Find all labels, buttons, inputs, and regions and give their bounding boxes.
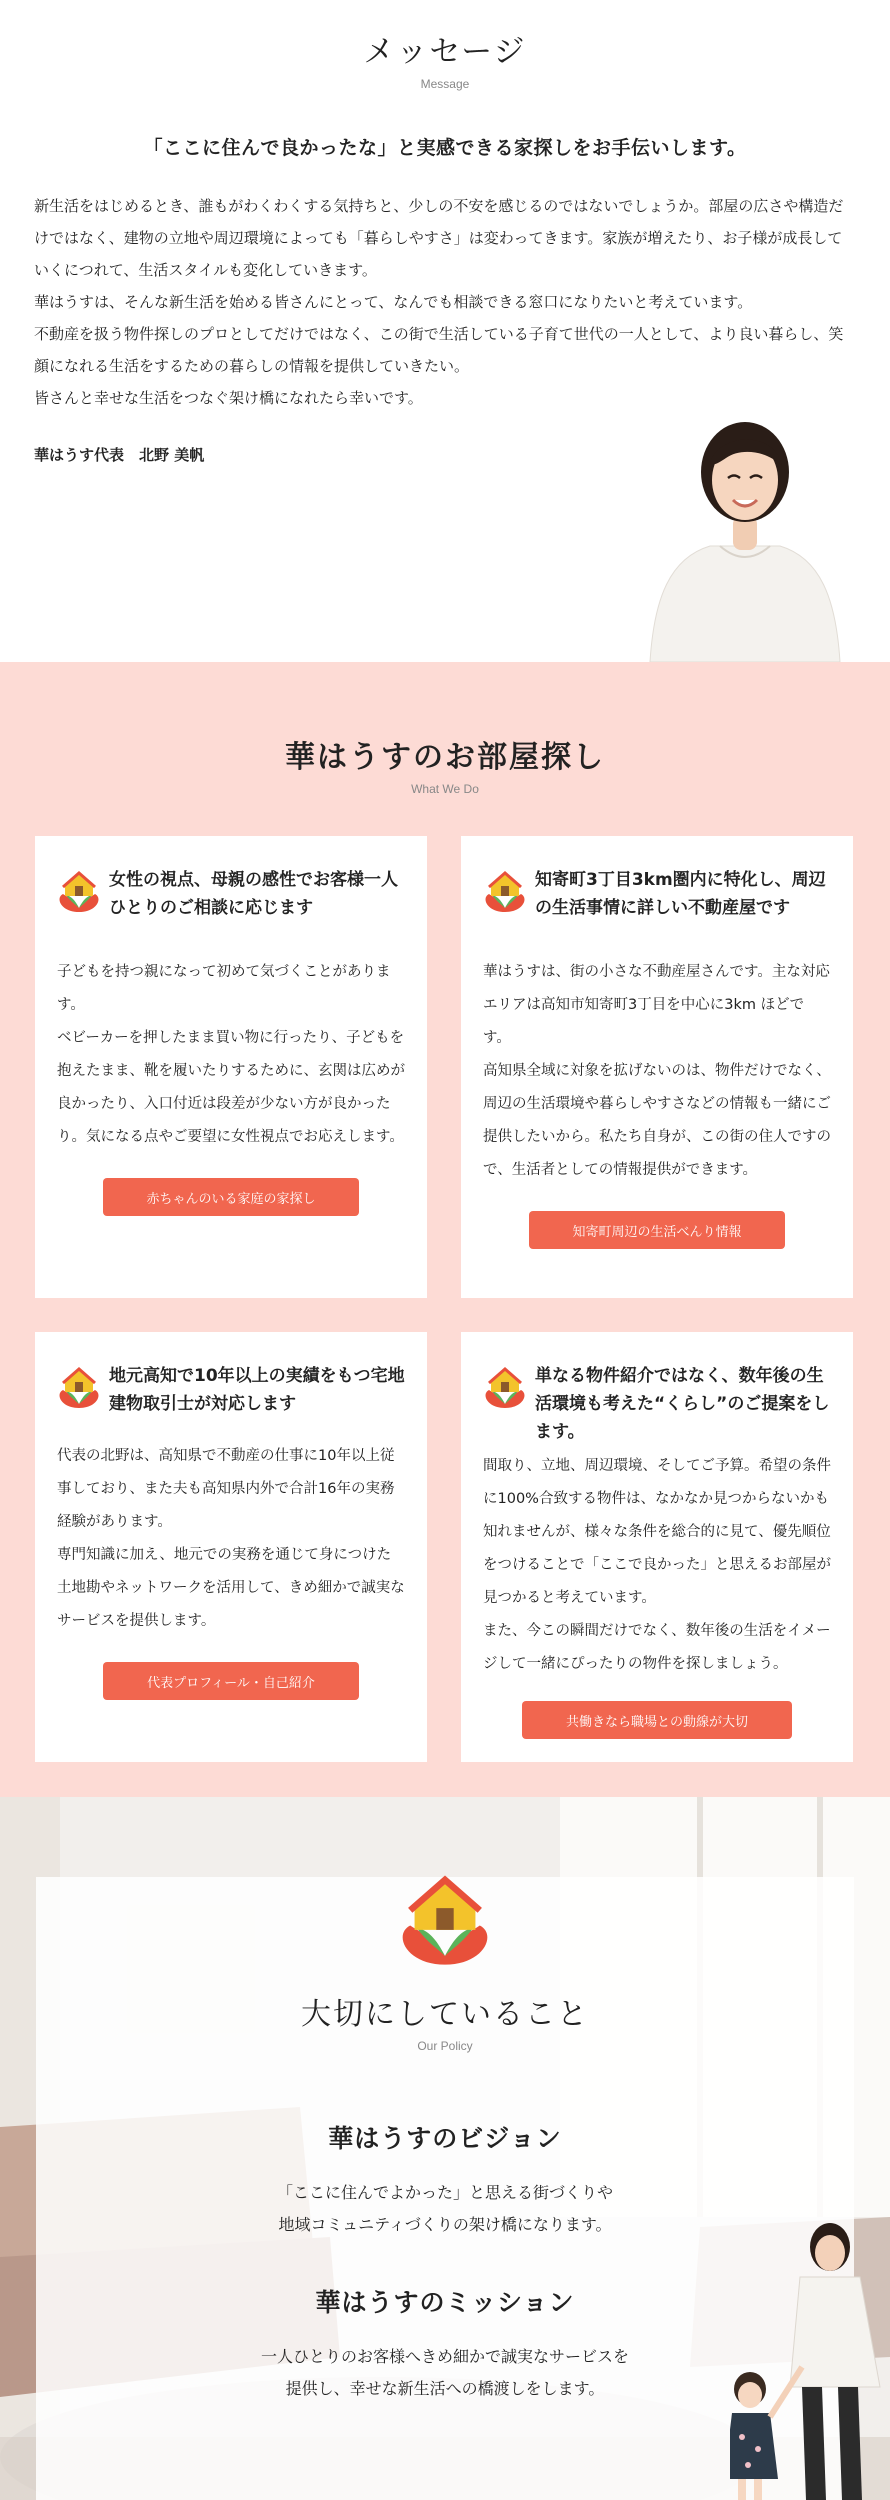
card-paragraph: また、今この瞬間だけでなく、数年後の生活をイメージして一緒にぴったりの物件を探しましょう。	[483, 1623, 831, 1672]
vision-line: 地域コミュニティづくりの架け橋になります。	[278, 2215, 612, 2234]
vision-title: 華はうすのビジョン	[328, 2124, 562, 2153]
mission-line: 提供し、幸せな新生活への橋渡しをします。	[285, 2379, 605, 2398]
chiyoricho-living-info-button[interactable]: 知寄町周辺の生活べんり情報	[529, 1211, 785, 1249]
card-paragraph: ベビーカーを押したまま買い物に行ったり、子どもを抱えたまま、靴を履いたりするために、玄関は広めが良かったり、入口付近は段差が少ない方が良かったり。気になる点やご要望に女性視点でお応えします。	[57, 1030, 405, 1145]
house-flower-logo-icon	[483, 868, 527, 914]
card-text	[483, 956, 831, 1187]
what-we-do-subtitle: What We Do	[411, 782, 479, 796]
policy-section	[0, 1797, 890, 2500]
message-subtitle: Message	[420, 77, 470, 91]
representative-profile-button[interactable]: 代表プロフィール・自己紹介	[103, 1662, 359, 1700]
message-paragraph: 華はうすは、そんな新生活を始める皆さんにとって、なんでも相談できる窓口になりたいと考えています。	[34, 293, 753, 311]
what-we-do-title: 華はうすのお部屋探し	[285, 740, 605, 775]
card-text	[483, 1450, 831, 1681]
service-card-local-area	[461, 836, 853, 1298]
service-card-female-perspective	[35, 836, 427, 1298]
message-paragraph: 不動産を扱う物件探しのプロとしてだけではなく、この街で生活している子育て世代の一人として、より良い暮らし、笑顔になれる生活をするための暮らしの情報を提供していきたい。	[34, 325, 844, 375]
dual-income-commute-button[interactable]: 共働きなら職場との動線が大切	[522, 1701, 792, 1739]
baby-family-house-search-button[interactable]: 赤ちゃんのいる家庭の家探し	[103, 1178, 359, 1216]
card-paragraph: 代表の北野は、高知県で不動産の仕事に10年以上従事しており、また夫も高知県内外で合計16年の実務経験があります。	[57, 1448, 395, 1530]
card-title: 地元高知で10年以上の実績をもつ宅地建物取引士が対応します	[109, 1366, 405, 1414]
card-title: 女性の視点、母親の感性でお客様一人ひとりのご相談に応じます	[109, 870, 398, 918]
message-section	[0, 0, 890, 662]
card-text	[57, 1440, 405, 1638]
mother-and-child-photo	[730, 2217, 890, 2500]
mission-title: 華はうすのミッション	[315, 2288, 575, 2317]
mission-line: 一人ひとりのお客様へきめ細かで誠実なサービスを	[260, 2347, 629, 2366]
message-paragraph: 皆さんと幸せな生活をつなぐ架け橋になれたら幸いです。	[34, 389, 423, 407]
vision-line: 「ここに住んでよかった」と思える街づくりや	[276, 2183, 613, 2202]
house-flower-logo-icon	[397, 1869, 493, 1969]
card-paragraph: 高知県全域に対象を拡げないのは、物件だけでなく、周辺の生活環境や暮らしやすさなどの情報も一緒にご提供したいから。私たち自身が、この街の住人ですので、生活者としての情報提供ができます。	[483, 1063, 831, 1178]
house-flower-logo-icon	[57, 1364, 101, 1410]
service-card-experience	[35, 1332, 427, 1762]
card-title: 知寄町3丁目3km圏内に特化し、周辺の生活事情に詳しい不動産屋です	[535, 870, 826, 918]
house-flower-logo-icon	[483, 1364, 527, 1410]
policy-subtitle: Our Policy	[417, 2039, 473, 2053]
card-text	[57, 956, 405, 1154]
card-paragraph: 子どもを持つ親になって初めて気づくことがあります。	[57, 964, 391, 1013]
card-title: 単なる物件紹介ではなく、数年後の生活環境も考えた“くらし”のご提案をします。	[535, 1366, 830, 1442]
message-body	[34, 190, 856, 414]
message-signature: 華はうす代表 北野 美帆	[34, 446, 205, 464]
message-title: メッセージ	[363, 34, 527, 70]
message-lead: 「ここに住んで良かったな」と実感できる家探しをお手伝いします。	[143, 137, 747, 159]
message-paragraph: 新生活をはじめるとき、誰もがわくわくする気持ちと、少しの不安を感じるのではないでしょうか。部屋の広さや構造だけではなく、建物の立地や周辺環境によっても「暮らしやすさ」は変わってきます。家族が増えたり、お子様が成長していくにつれて、生活スタイルも変化していきます。	[34, 197, 844, 279]
representative-portrait	[640, 408, 850, 662]
card-paragraph: 専門知識に加え、地元での実務を通じて身につけた土地勘やネットワークを活用して、きめ細かで誠実なサービスを提供します。	[57, 1547, 405, 1629]
what-we-do-section	[0, 662, 890, 1797]
service-card-future-lifestyle	[461, 1332, 853, 1762]
card-paragraph: 華はうすは、街の小さな不動産屋さんです。主な対応エリアは高知市知寄町3丁目を中心に3km ほどです。	[483, 964, 830, 1046]
card-paragraph: 間取り、立地、周辺環境、そしてご予算。希望の条件に100%合致する物件は、なかなか見つからないかも知れませんが、様々な条件を総合的に見て、優先順位をつけることで「ここで良かった」と思えるお部屋が見つかると考えています。	[483, 1458, 831, 1606]
house-flower-logo-icon	[57, 868, 101, 914]
policy-title: 大切にしていること	[301, 1997, 589, 2032]
